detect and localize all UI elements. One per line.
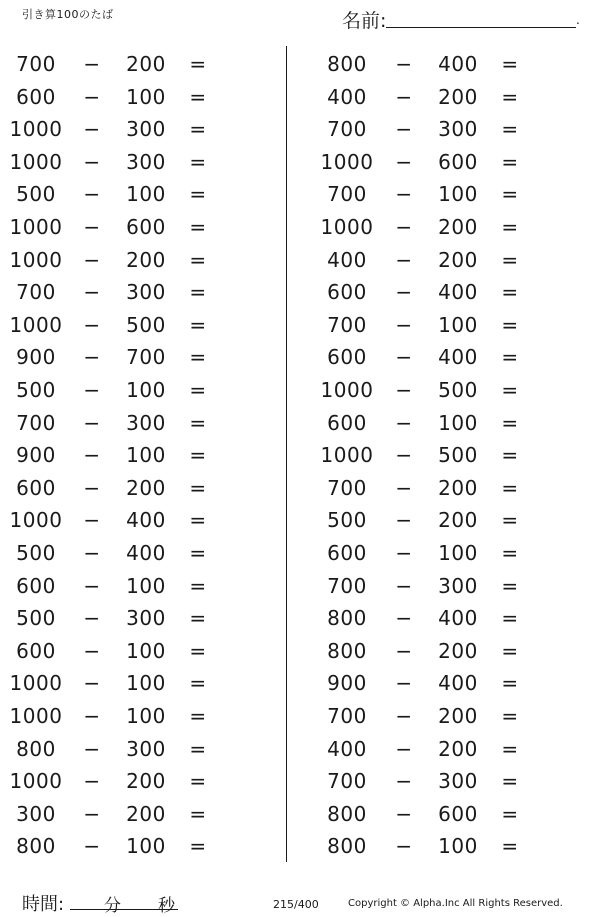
worksheet-title: 引き算100のたば	[22, 8, 114, 21]
problem-row-right	[0, 309, 600, 341]
minus-sign: −	[395, 736, 413, 761]
minus-sign: −	[83, 834, 101, 859]
equals-sign: =	[189, 736, 207, 761]
subtrahend: 100	[126, 84, 166, 109]
equals-sign: =	[501, 769, 519, 794]
problem-row-right	[0, 830, 600, 862]
minus-sign: −	[395, 247, 413, 272]
problem-row-right	[0, 667, 600, 699]
subtrahend: 100	[126, 573, 166, 598]
name-label: 名前:	[342, 10, 387, 32]
minuend: 900	[16, 345, 56, 370]
minus-sign: −	[83, 410, 101, 435]
equals-sign: =	[501, 541, 519, 565]
problem-row-right	[0, 244, 600, 276]
minus-sign: −	[395, 149, 413, 174]
minuend: 500	[16, 378, 56, 402]
minus-sign: −	[83, 638, 101, 663]
subtrahend: 200	[438, 508, 478, 533]
subtrahend: 400	[126, 541, 166, 565]
subtrahend: 300	[438, 769, 478, 794]
subtrahend: 200	[126, 475, 166, 500]
minus-sign: −	[395, 345, 413, 370]
minuend: 1000	[9, 117, 63, 142]
equals-sign: =	[189, 247, 207, 272]
subtrahend: 400	[438, 280, 478, 305]
minuend: 500	[16, 606, 56, 631]
minuend: 1000	[320, 378, 374, 402]
subtrahend: 400	[126, 508, 166, 533]
minus-sign: −	[395, 671, 413, 696]
minuend: 600	[16, 573, 56, 598]
minus-sign: −	[83, 312, 101, 337]
subtrahend: 200	[438, 475, 478, 500]
minuend: 800	[327, 606, 367, 631]
minus-sign: −	[395, 834, 413, 859]
minus-sign: −	[83, 149, 101, 174]
equals-sign: =	[501, 52, 519, 76]
minuend: 1000	[9, 215, 63, 239]
subtrahend: 100	[438, 410, 478, 435]
minuend: 700	[16, 52, 56, 76]
minus-sign: −	[83, 769, 101, 794]
minuend: 600	[16, 638, 56, 663]
name-write-line	[386, 27, 576, 28]
subtrahend: 500	[438, 378, 478, 402]
equals-sign: =	[189, 671, 207, 696]
equals-sign: =	[189, 475, 207, 500]
minus-sign: −	[83, 117, 101, 142]
minuend: 600	[327, 345, 367, 370]
subtrahend: 300	[438, 573, 478, 598]
subtrahend: 500	[438, 443, 478, 468]
problem-row-right	[0, 765, 600, 797]
problem-row-right	[0, 211, 600, 243]
equals-sign: =	[189, 149, 207, 174]
minuend: 600	[327, 541, 367, 565]
equals-sign: =	[189, 606, 207, 631]
subtrahend: 300	[126, 606, 166, 631]
minuend: 700	[16, 410, 56, 435]
minus-sign: −	[395, 638, 413, 663]
minuend: 700	[327, 117, 367, 142]
minuend: 700	[327, 475, 367, 500]
subtrahend: 400	[438, 345, 478, 370]
minuend: 1000	[9, 671, 63, 696]
subtrahend: 100	[126, 704, 166, 728]
minus-sign: −	[395, 606, 413, 631]
minus-sign: −	[395, 769, 413, 794]
equals-sign: =	[189, 182, 207, 207]
equals-sign: =	[189, 508, 207, 533]
problem-row-right	[0, 635, 600, 667]
minuend: 600	[327, 410, 367, 435]
problem-row-right	[0, 472, 600, 504]
minus-sign: −	[83, 541, 101, 565]
equals-sign: =	[189, 801, 207, 826]
minuend: 1000	[9, 769, 63, 794]
minuend: 400	[327, 84, 367, 109]
equals-sign: =	[501, 736, 519, 761]
time-label: 時間:	[22, 894, 65, 915]
seconds-label: 秒	[158, 896, 175, 916]
subtrahend: 200	[126, 247, 166, 272]
page-count: 215/400	[273, 898, 319, 911]
minus-sign: −	[83, 801, 101, 826]
equals-sign: =	[189, 769, 207, 794]
equals-sign: =	[501, 215, 519, 239]
subtrahend: 100	[438, 541, 478, 565]
equals-sign: =	[501, 312, 519, 337]
problem-row-right	[0, 146, 600, 178]
minus-sign: −	[83, 573, 101, 598]
problem-row-right	[0, 81, 600, 113]
problem-row-right	[0, 439, 600, 471]
equals-sign: =	[501, 638, 519, 663]
minus-sign: −	[83, 606, 101, 631]
minus-sign: −	[83, 736, 101, 761]
equals-sign: =	[189, 443, 207, 468]
equals-sign: =	[501, 410, 519, 435]
minuend: 1000	[9, 149, 63, 174]
equals-sign: =	[501, 801, 519, 826]
minuend: 1000	[9, 312, 63, 337]
equals-sign: =	[501, 280, 519, 305]
equals-sign: =	[189, 541, 207, 565]
problem-row-right	[0, 602, 600, 634]
subtrahend: 300	[126, 280, 166, 305]
minus-sign: −	[395, 475, 413, 500]
subtrahend: 300	[126, 117, 166, 142]
minuend: 700	[327, 312, 367, 337]
minuend: 900	[327, 671, 367, 696]
equals-sign: =	[189, 215, 207, 239]
subtrahend: 500	[126, 312, 166, 337]
equals-sign: =	[501, 378, 519, 402]
minus-sign: −	[395, 378, 413, 402]
problem-row-right	[0, 48, 600, 80]
minus-sign: −	[395, 52, 413, 76]
equals-sign: =	[501, 606, 519, 631]
minus-sign: −	[395, 801, 413, 826]
minuend: 1000	[9, 704, 63, 728]
equals-sign: =	[501, 475, 519, 500]
minuend: 800	[327, 834, 367, 859]
subtrahend: 300	[126, 736, 166, 761]
subtrahend: 200	[126, 769, 166, 794]
equals-sign: =	[501, 247, 519, 272]
equals-sign: =	[189, 410, 207, 435]
minuend: 500	[16, 541, 56, 565]
problem-row-right	[0, 407, 600, 439]
minus-sign: −	[83, 247, 101, 272]
subtrahend: 100	[126, 182, 166, 207]
minus-sign: −	[395, 312, 413, 337]
subtrahend: 100	[126, 378, 166, 402]
equals-sign: =	[501, 704, 519, 728]
equals-sign: =	[501, 84, 519, 109]
problem-row-right	[0, 374, 600, 406]
problem-row-right	[0, 178, 600, 210]
minus-sign: −	[395, 541, 413, 565]
subtrahend: 200	[438, 638, 478, 663]
subtrahend: 200	[438, 215, 478, 239]
equals-sign: =	[189, 52, 207, 76]
minus-sign: −	[395, 117, 413, 142]
subtrahend: 600	[126, 215, 166, 239]
minus-sign: −	[395, 410, 413, 435]
minuend: 1000	[9, 508, 63, 533]
minuend: 500	[16, 182, 56, 207]
problem-row-right	[0, 537, 600, 569]
minus-sign: −	[395, 704, 413, 728]
equals-sign: =	[189, 378, 207, 402]
minus-sign: −	[83, 704, 101, 728]
minus-sign: −	[83, 671, 101, 696]
minuend: 600	[16, 84, 56, 109]
equals-sign: =	[189, 84, 207, 109]
name-field-area	[342, 6, 582, 30]
minus-sign: −	[395, 443, 413, 468]
subtrahend: 400	[438, 671, 478, 696]
minus-sign: −	[395, 215, 413, 239]
minuend: 800	[16, 736, 56, 761]
subtrahend: 100	[126, 443, 166, 468]
subtrahend: 100	[126, 834, 166, 859]
subtrahend: 100	[438, 834, 478, 859]
subtrahend: 100	[126, 638, 166, 663]
equals-sign: =	[189, 117, 207, 142]
minus-sign: −	[83, 280, 101, 305]
minuend: 700	[327, 182, 367, 207]
minuend: 1000	[9, 247, 63, 272]
equals-sign: =	[189, 573, 207, 598]
minus-sign: −	[83, 378, 101, 402]
minuend: 400	[327, 247, 367, 272]
minus-sign: −	[395, 280, 413, 305]
equals-sign: =	[189, 312, 207, 337]
minus-sign: −	[395, 508, 413, 533]
minuend: 700	[16, 280, 56, 305]
minus-sign: −	[83, 215, 101, 239]
subtrahend: 200	[126, 52, 166, 76]
equals-sign: =	[501, 671, 519, 696]
problem-row-right	[0, 504, 600, 536]
minus-sign: −	[83, 84, 101, 109]
problem-row-right	[0, 733, 600, 765]
subtrahend: 600	[438, 149, 478, 174]
subtrahend: 300	[126, 149, 166, 174]
equals-sign: =	[501, 117, 519, 142]
minuend: 900	[16, 443, 56, 468]
minuend: 700	[327, 769, 367, 794]
equals-sign: =	[189, 345, 207, 370]
equals-sign: =	[501, 508, 519, 533]
subtrahend: 200	[126, 801, 166, 826]
minuend: 600	[16, 475, 56, 500]
minuend: 500	[327, 508, 367, 533]
subtrahend: 300	[126, 410, 166, 435]
equals-sign: =	[189, 638, 207, 663]
equals-sign: =	[501, 182, 519, 207]
minuend: 800	[327, 638, 367, 663]
equals-sign: =	[501, 443, 519, 468]
minuend: 1000	[320, 149, 374, 174]
minus-sign: −	[83, 345, 101, 370]
problem-row-right	[0, 341, 600, 373]
minuend: 400	[327, 736, 367, 761]
equals-sign: =	[189, 280, 207, 305]
problem-row-right	[0, 570, 600, 602]
subtrahend: 600	[438, 801, 478, 826]
equals-sign: =	[501, 573, 519, 598]
copyright-notice: Copyright © Alpha.Inc All Rights Reserved.	[348, 898, 563, 909]
equals-sign: =	[501, 149, 519, 174]
minus-sign: −	[395, 573, 413, 598]
minuend: 700	[327, 573, 367, 598]
minus-sign: −	[395, 182, 413, 207]
equals-sign: =	[501, 834, 519, 859]
subtrahend: 400	[438, 52, 478, 76]
subtrahend: 700	[126, 345, 166, 370]
equals-sign: =	[189, 834, 207, 859]
subtrahend: 200	[438, 247, 478, 272]
minuend: 800	[327, 52, 367, 76]
problem-row-right	[0, 798, 600, 830]
minuend: 1000	[320, 215, 374, 239]
minutes-label: 分	[104, 896, 121, 916]
subtrahend: 400	[438, 606, 478, 631]
subtrahend: 200	[438, 736, 478, 761]
equals-sign: =	[189, 704, 207, 728]
minuend: 800	[16, 834, 56, 859]
subtrahend: 200	[438, 704, 478, 728]
subtrahend: 100	[126, 671, 166, 696]
problem-row-right	[0, 276, 600, 308]
minus-sign: −	[83, 443, 101, 468]
minus-sign: −	[395, 84, 413, 109]
equals-sign: =	[501, 345, 519, 370]
subtrahend: 200	[438, 84, 478, 109]
minus-sign: −	[83, 182, 101, 207]
problem-row-right	[0, 113, 600, 145]
minuend: 600	[327, 280, 367, 305]
minuend: 300	[16, 801, 56, 826]
subtrahend: 100	[438, 182, 478, 207]
subtrahend: 300	[438, 117, 478, 142]
subtrahend: 100	[438, 312, 478, 337]
name-line-dot: .	[576, 13, 580, 27]
minus-sign: −	[83, 52, 101, 76]
minus-sign: −	[83, 508, 101, 533]
problem-row-right	[0, 700, 600, 732]
minuend: 700	[327, 704, 367, 728]
minus-sign: −	[83, 475, 101, 500]
minuend: 1000	[320, 443, 374, 468]
minuend: 800	[327, 801, 367, 826]
